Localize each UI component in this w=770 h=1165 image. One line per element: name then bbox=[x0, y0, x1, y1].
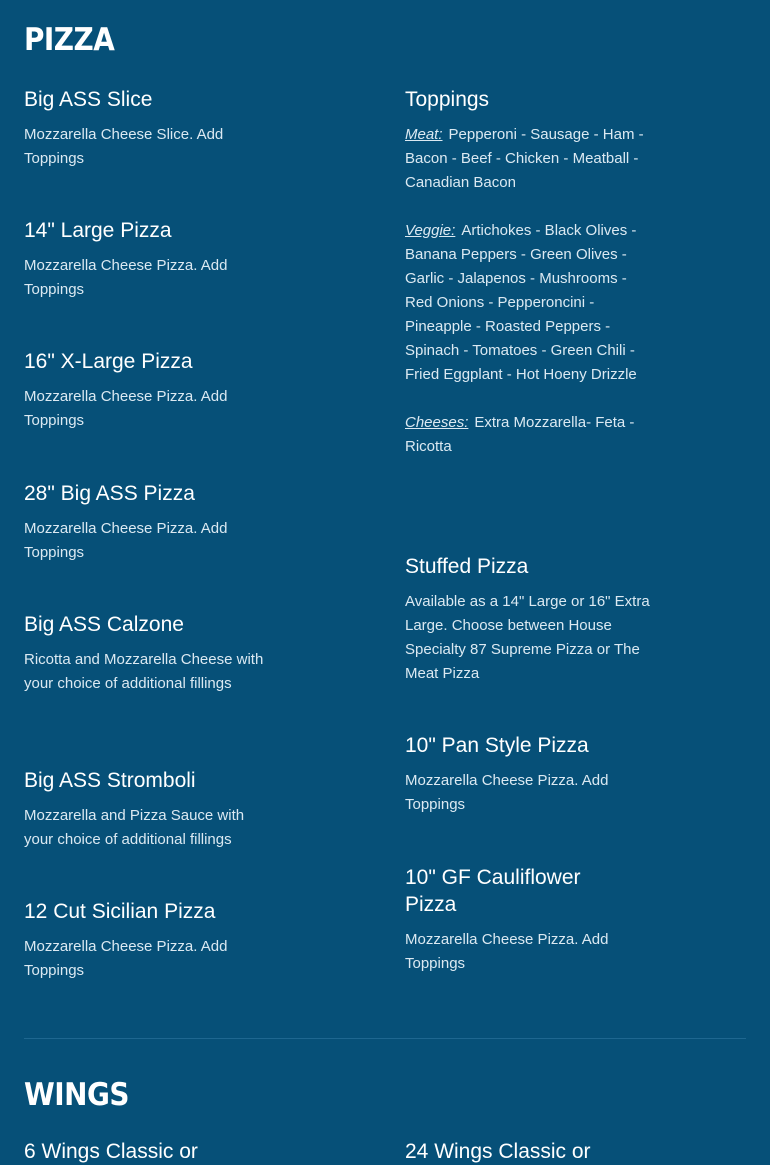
section-divider bbox=[24, 1038, 746, 1039]
veggie-label: Veggie: bbox=[405, 222, 456, 239]
item-title: 12 Cut Sicilian Pizza bbox=[24, 900, 216, 923]
item-title: Big ASS Calzone bbox=[24, 613, 184, 636]
item-title: Stuffed Pizza bbox=[405, 555, 529, 578]
item-title: Big ASS Slice bbox=[24, 88, 153, 111]
item-description: Mozzarella Cheese Pizza. Add Toppings bbox=[24, 520, 228, 561]
menu-item bbox=[24, 898, 269, 983]
item-title: 24 Wings Classic or bbox=[405, 1140, 591, 1163]
item-description: Ricotta and Mozzarella Cheese with your choice of additional fillings bbox=[24, 651, 264, 692]
item-title: 6 Wings Classic or bbox=[24, 1140, 198, 1163]
item-description: Mozzarella Cheese Pizza. Add Toppings bbox=[24, 938, 228, 979]
item-description: Mozzarella Cheese Pizza. Add Toppings bbox=[24, 257, 228, 298]
veggie-list: Artichokes - Black Olives - Banana Peppers - Green Olives - Garlic - Jalapenos - Mushrooms - Red Onions - Pepperoncini - Pineapple - Roasted Peppers - Spinach - Tomatoes - Green Chili - Fried Eggplant - Hot Hoeny Drizzle bbox=[405, 222, 637, 383]
pizza-heading: PIZZA bbox=[24, 22, 115, 58]
item-title: 28" Big ASS Pizza bbox=[24, 482, 195, 505]
menu-item bbox=[24, 480, 269, 565]
item-description: Mozzarella Cheese Pizza. Add Toppings bbox=[24, 388, 228, 429]
item-title: Big ASS Stromboli bbox=[24, 769, 196, 792]
toppings-block bbox=[405, 86, 653, 483]
item-title: 16" X-Large Pizza bbox=[24, 350, 193, 373]
item-description: Mozzarella Cheese Pizza. Add Toppings bbox=[405, 931, 609, 972]
veggie-toppings bbox=[405, 219, 653, 387]
menu-item bbox=[24, 767, 269, 852]
cheese-label: Cheeses: bbox=[405, 414, 469, 431]
item-description: Mozzarella and Pizza Sauce with your choice of additional fillings bbox=[24, 807, 245, 848]
menu-item bbox=[24, 86, 269, 171]
item-title: 10" GF Cauliflower Pizza bbox=[405, 866, 581, 916]
meat-toppings bbox=[405, 123, 653, 195]
menu-item bbox=[24, 611, 269, 696]
cheese-list: Extra Mozzarella- Feta - Ricotta bbox=[405, 414, 635, 455]
meat-label: Meat: bbox=[405, 126, 443, 143]
menu-item bbox=[405, 732, 650, 817]
menu-item bbox=[405, 864, 615, 976]
meat-list: Pepperoni - Sausage - Ham - Bacon - Beef - Chicken - Meatball - Canadian Bacon bbox=[405, 126, 644, 191]
menu-item bbox=[24, 217, 269, 302]
menu-item bbox=[405, 553, 650, 686]
toppings-title: Toppings bbox=[405, 88, 490, 111]
cheese-toppings bbox=[405, 411, 653, 459]
menu-item bbox=[24, 348, 269, 433]
item-description: Mozzarella Cheese Slice. Add Toppings bbox=[24, 126, 224, 167]
item-description: Mozzarella Cheese Pizza. Add Toppings bbox=[405, 772, 609, 813]
item-title: 14" Large Pizza bbox=[24, 219, 172, 242]
item-title: 10" Pan Style Pizza bbox=[405, 734, 589, 757]
item-description: Available as a 14" Large or 16" Extra Large. Choose between House Specialty 87 Supreme Pizza or The Meat Pizza bbox=[405, 593, 650, 682]
wings-heading: WINGS bbox=[24, 1077, 129, 1113]
